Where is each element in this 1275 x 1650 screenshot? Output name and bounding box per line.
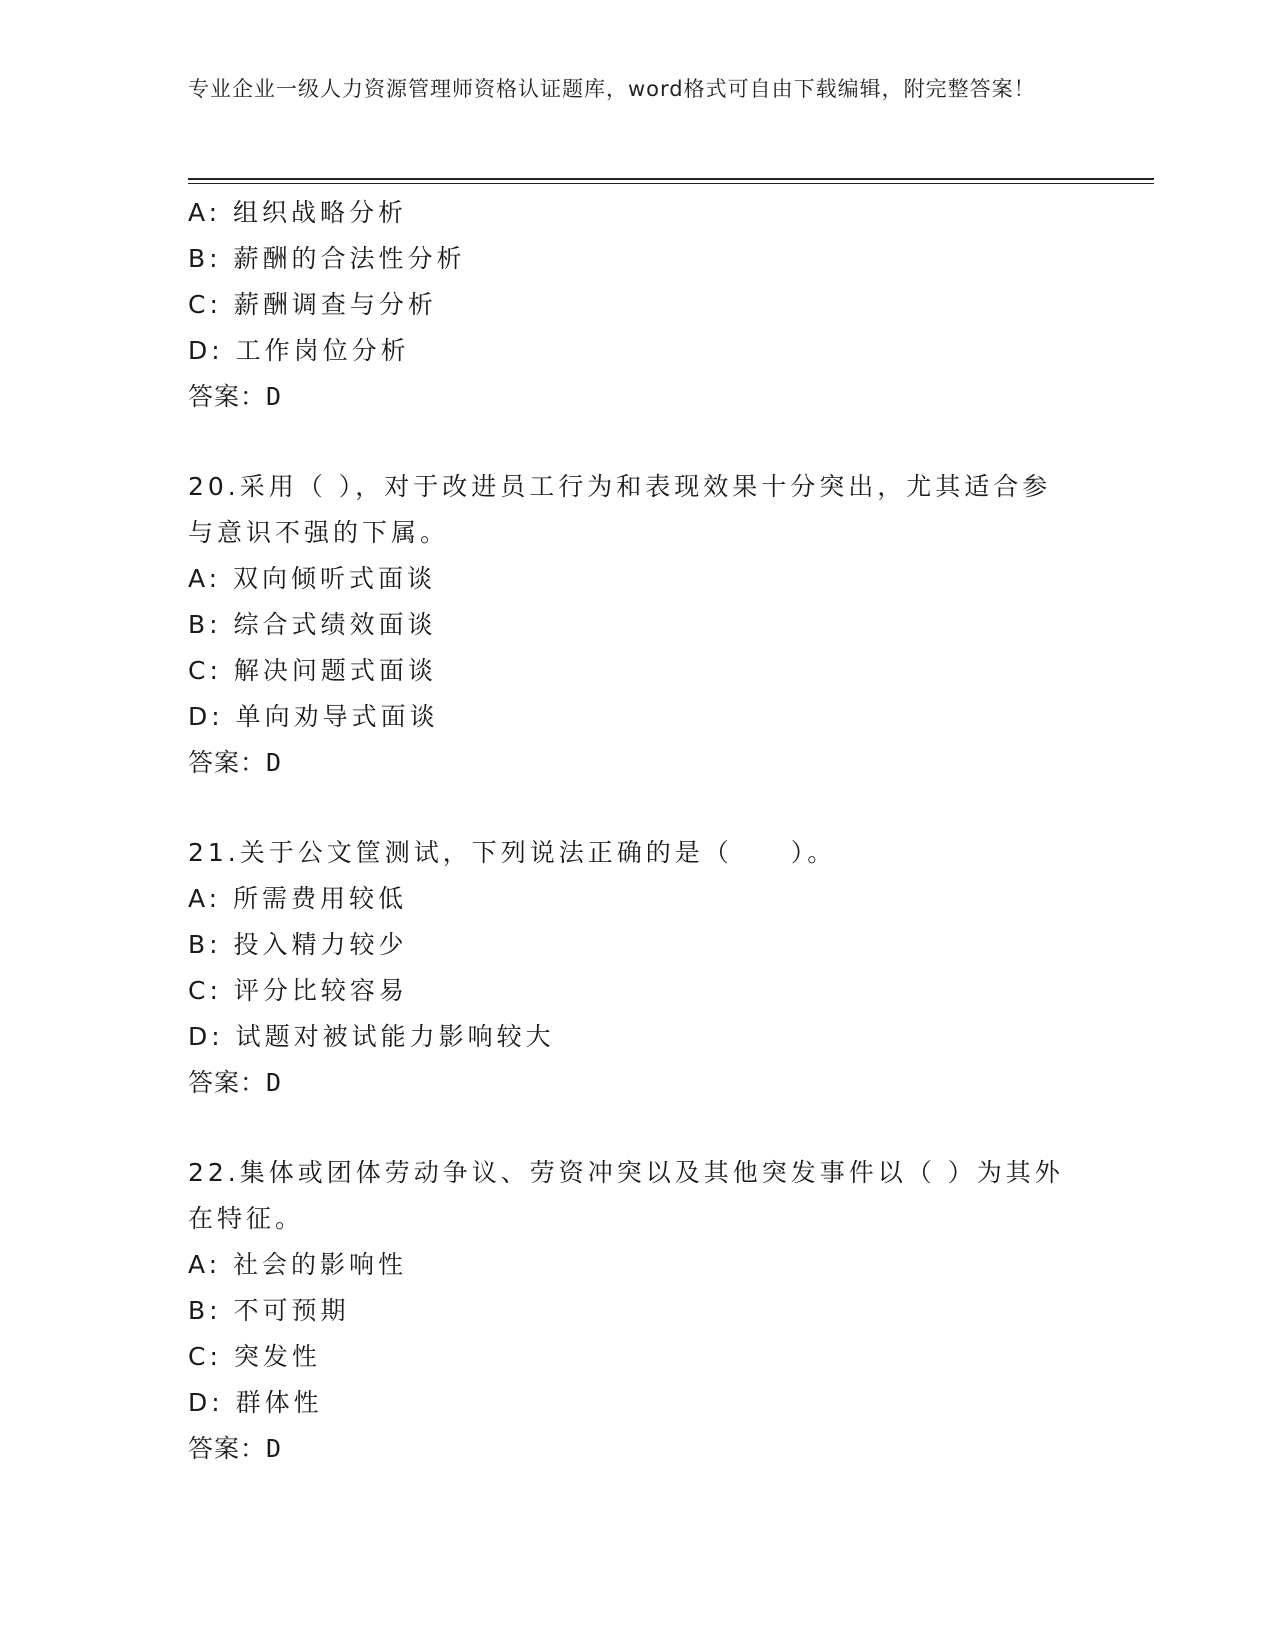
- question-block: [188, 464, 1128, 786]
- option-c: C: 评分比较容易: [188, 976, 408, 1005]
- question-text: 20.采用（ ），对于改进员工行为和表现效果十分突出，尤其适合参与意识不强的下属。: [188, 472, 1052, 547]
- header-divider: [188, 178, 1154, 180]
- option-b: B: 综合式绩效面谈: [188, 610, 437, 639]
- option-c: C: 解决问题式面谈: [188, 656, 437, 685]
- answer-value: D: [266, 748, 283, 777]
- option-a: A: 组织战略分析: [188, 198, 408, 227]
- header-divider-thin: [188, 183, 1154, 184]
- question-list: [188, 190, 1128, 1472]
- answer-value: D: [266, 382, 283, 411]
- answer-value: D: [266, 1068, 283, 1097]
- answer-line: [188, 1426, 1128, 1472]
- option-d: D: 单向劝导式面谈: [188, 702, 439, 731]
- answer-label: 答案：: [188, 748, 267, 777]
- answer-label: 答案：: [188, 1068, 267, 1097]
- option-a: A: 所需费用较低: [188, 884, 408, 913]
- answer-line: [188, 1060, 1128, 1106]
- answer-value: D: [266, 1434, 283, 1463]
- document-header: 专业企业一级人力资源管理师资格认证题库，word格式可自由下载编辑，附完整答案！: [188, 77, 1036, 101]
- option-b: B: 薪酬的合法性分析: [188, 244, 466, 273]
- question-block: [188, 1150, 1128, 1472]
- question-block: [188, 190, 1128, 420]
- question-text: 21.关于公文筐测试，下列说法正确的是（ ）。: [188, 838, 837, 867]
- option-a: A: 社会的影响性: [188, 1250, 408, 1279]
- answer-line: [188, 740, 1128, 786]
- answer-line: [188, 374, 1128, 420]
- option-b: B: 投入精力较少: [188, 930, 408, 959]
- option-c: C: 突发性: [188, 1342, 321, 1371]
- question-block: [188, 830, 1128, 1106]
- answer-label: 答案：: [188, 1434, 267, 1463]
- question-text: 22.集体或团体劳动争议、劳资冲突以及其他突发事件以（ ）为其外在特征。: [188, 1158, 1064, 1233]
- option-d: D: 工作岗位分析: [188, 336, 410, 365]
- option-d: D: 群体性: [188, 1388, 323, 1417]
- option-c: C: 薪酬调查与分析: [188, 290, 437, 319]
- option-d: D: 试题对被试能力影响较大: [188, 1022, 555, 1051]
- answer-label: 答案：: [188, 382, 267, 411]
- option-b: B: 不可预期: [188, 1296, 350, 1325]
- option-a: A: 双向倾听式面谈: [188, 564, 437, 593]
